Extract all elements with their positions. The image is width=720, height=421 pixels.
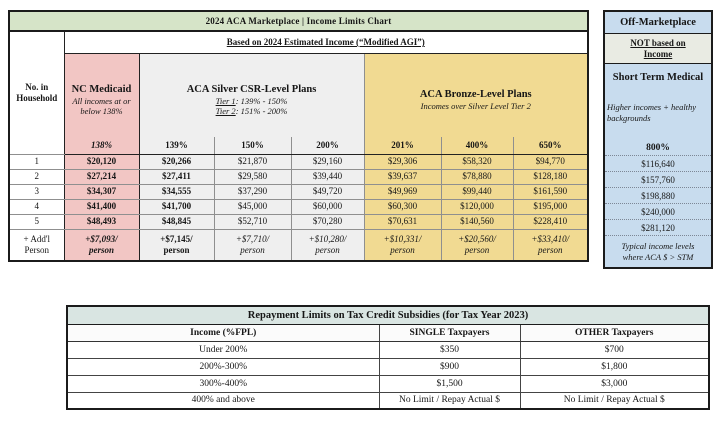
addl-unit: person xyxy=(88,244,114,255)
data-cell: $157,760 xyxy=(605,171,711,187)
data-cell: $60,000 xyxy=(291,199,364,214)
data-cell: $240,000 xyxy=(605,203,711,219)
off-marketplace-footnote xyxy=(605,235,711,267)
household-column-header xyxy=(9,31,64,154)
data-cell xyxy=(364,229,441,261)
data-cell: $60,300 xyxy=(364,199,441,214)
table-row xyxy=(9,214,588,229)
repayment-table-title: Repayment Limits on Tax Credit Subsidies (for Tax Year 2023) xyxy=(67,306,709,324)
data-cell xyxy=(64,229,139,261)
addl-amount: +$7,710/ xyxy=(235,233,270,244)
data-cell: $41,700 xyxy=(139,199,214,214)
data-cell: $78,880 xyxy=(441,169,513,184)
addl-amount: +$10,331/ xyxy=(383,233,422,244)
income-cell: 200%-300% xyxy=(67,358,379,375)
pct-header-650: 650% xyxy=(513,137,588,154)
household-header-line1: No. in xyxy=(25,82,49,93)
addl-unit: person xyxy=(390,244,415,255)
table-row xyxy=(67,358,709,375)
table-row xyxy=(9,184,588,199)
pct-header-800: 800% xyxy=(646,143,670,153)
data-cell: $94,770 xyxy=(513,154,588,169)
data-cell: $29,580 xyxy=(214,169,291,184)
data-cell: $41,400 xyxy=(64,199,139,214)
row-label: 5 xyxy=(9,214,64,229)
addl-label-line1: + Add'l xyxy=(23,233,50,244)
bronze-note: Incomes over Silver Level Tier 2 xyxy=(420,100,531,111)
income-limits-table xyxy=(8,10,589,262)
pct-header-201: 201% xyxy=(364,137,441,154)
column-header-income: Income (%FPL) xyxy=(67,324,379,341)
column-header-single: SINGLE Taxpayers xyxy=(379,324,520,341)
other-cell: $3,000 xyxy=(520,375,709,392)
data-cell: $20,120 xyxy=(64,154,139,169)
footnote-line1: Typical income levels xyxy=(621,241,695,252)
subtitle-cell xyxy=(64,31,588,53)
medicaid-note: All incomes at or below 138% xyxy=(72,95,131,117)
data-cell: $70,280 xyxy=(291,214,364,229)
data-cell: $52,710 xyxy=(214,214,291,229)
off-marketplace-title: Off-Marketplace xyxy=(605,12,711,34)
silver-section-header xyxy=(139,53,364,137)
income-cell: 400% and above xyxy=(67,392,379,409)
data-cell: $34,307 xyxy=(64,184,139,199)
income-cell: 300%-400% xyxy=(67,375,379,392)
tier1-range: : 139% - 150% xyxy=(235,95,288,106)
table-row xyxy=(9,169,588,184)
additional-person-row xyxy=(9,229,588,261)
row-label: 3 xyxy=(9,184,64,199)
single-cell: $1,500 xyxy=(379,375,520,392)
row-label: 4 xyxy=(9,199,64,214)
table-row xyxy=(9,154,588,169)
pct-header-150: 150% xyxy=(214,137,291,154)
addl-unit: person xyxy=(163,244,190,255)
data-cell: $58,320 xyxy=(441,154,513,169)
medicaid-name: NC Medicaid xyxy=(71,83,132,95)
data-cell: $27,411 xyxy=(139,169,214,184)
data-cell: $128,180 xyxy=(513,169,588,184)
addl-label-line2: Person xyxy=(24,244,49,255)
other-cell: $700 xyxy=(520,341,709,358)
main-table-title: 2024 ACA Marketplace | Income Limits Chart xyxy=(9,11,588,31)
data-cell: $228,410 xyxy=(513,214,588,229)
addl-amount: +$7,145/ xyxy=(160,233,193,244)
short-term-medical-note: Higher incomes + healthy backgrounds xyxy=(607,102,697,123)
data-cell: $48,493 xyxy=(64,214,139,229)
tier2-range: : 151% - 200% xyxy=(235,106,288,117)
addl-amount: +$7,093/ xyxy=(85,233,118,244)
tier1-note xyxy=(216,96,288,107)
table-row xyxy=(67,375,709,392)
pct-header-400: 400% xyxy=(441,137,513,154)
data-cell xyxy=(291,229,364,261)
off-marketplace-box xyxy=(603,10,713,269)
addl-unit: person xyxy=(538,244,563,255)
pct-header-200: 200% xyxy=(291,137,364,154)
bronze-section-header xyxy=(364,53,588,137)
silver-name: ACA Silver CSR-Level Plans xyxy=(186,83,317,95)
short-term-medical-name: Short Term Medical xyxy=(612,72,704,83)
data-cell: $34,555 xyxy=(139,184,214,199)
data-cell: $21,870 xyxy=(214,154,291,169)
data-cell: $116,640 xyxy=(605,155,711,171)
single-cell: No Limit / Repay Actual $ xyxy=(379,392,520,409)
data-cell: $48,845 xyxy=(139,214,214,229)
data-cell: $39,637 xyxy=(364,169,441,184)
data-cell: $120,000 xyxy=(441,199,513,214)
tier2-note xyxy=(216,106,288,117)
addl-unit: person xyxy=(464,244,490,255)
pct-header-139: 139% xyxy=(139,137,214,154)
footnote-line2: where ACA $ > STM xyxy=(622,251,694,262)
data-cell: $29,306 xyxy=(364,154,441,169)
data-cell xyxy=(513,229,588,261)
other-cell: No Limit / Repay Actual $ xyxy=(520,392,709,409)
repayment-limits-table xyxy=(66,305,710,410)
data-cell: $99,440 xyxy=(441,184,513,199)
pct-header-138: 138% xyxy=(64,137,139,154)
data-cell xyxy=(214,229,291,261)
data-cell: $27,214 xyxy=(64,169,139,184)
short-term-medical-header xyxy=(605,64,711,155)
data-cell: $20,266 xyxy=(139,154,214,169)
column-header-other: OTHER Taxpayers xyxy=(520,324,709,341)
data-cell xyxy=(139,229,214,261)
table-row xyxy=(9,199,588,214)
addl-amount: +$33,410/ xyxy=(531,233,570,244)
data-cell: $45,000 xyxy=(214,199,291,214)
tier1-label: Tier 1 xyxy=(215,95,236,106)
table-row xyxy=(67,341,709,358)
silver-tier-notes xyxy=(216,96,288,117)
tier2-label: Tier 2 xyxy=(215,106,236,117)
household-header-line2: Household xyxy=(16,92,58,103)
income-cell: Under 200% xyxy=(67,341,379,358)
addl-amount: +$10,280/ xyxy=(308,233,347,244)
addl-unit: person xyxy=(240,244,265,255)
data-cell: $140,560 xyxy=(441,214,513,229)
data-cell xyxy=(441,229,513,261)
table-row xyxy=(67,392,709,409)
other-cell: $1,800 xyxy=(520,358,709,375)
addl-unit: person xyxy=(315,244,340,255)
data-cell: $49,969 xyxy=(364,184,441,199)
data-cell: $37,290 xyxy=(214,184,291,199)
bronze-name: ACA Bronze-Level Plans xyxy=(419,88,532,100)
addl-amount: +$20,560/ xyxy=(458,233,496,244)
data-cell: $281,120 xyxy=(605,219,711,235)
data-cell: $29,160 xyxy=(291,154,364,169)
subtitle-text: Based on 2024 Estimated Income (“Modified AGI”) xyxy=(226,37,425,48)
data-cell: $49,720 xyxy=(291,184,364,199)
row-label: 1 xyxy=(9,154,64,169)
not-based-line2: Income xyxy=(643,48,673,59)
data-cell: $198,880 xyxy=(605,187,711,203)
not-based-line1: NOT based on xyxy=(630,37,686,48)
data-cell: $161,590 xyxy=(513,184,588,199)
data-cell: $195,000 xyxy=(513,199,588,214)
single-cell: $900 xyxy=(379,358,520,375)
row-label xyxy=(9,229,64,261)
data-cell: $39,440 xyxy=(291,169,364,184)
not-based-on-income-cell xyxy=(605,34,711,64)
medicaid-section-header xyxy=(64,53,139,137)
single-cell: $350 xyxy=(379,341,520,358)
data-cell: $70,631 xyxy=(364,214,441,229)
row-label: 2 xyxy=(9,169,64,184)
